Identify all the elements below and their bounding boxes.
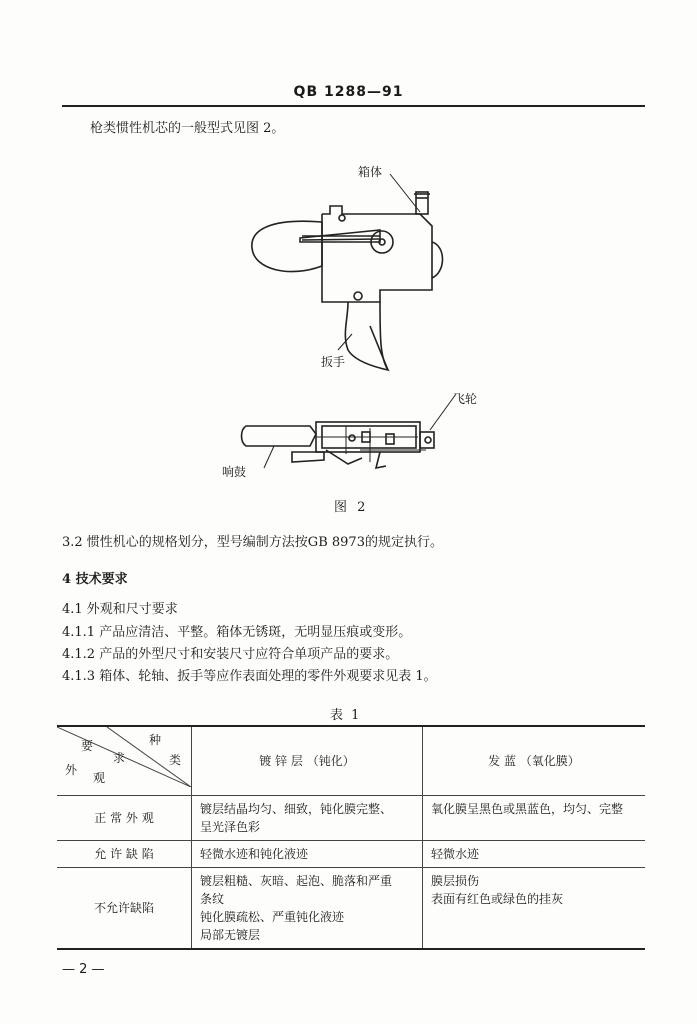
row-name: 正 常 外 观: [57, 796, 192, 841]
row-name: 不允许缺陷: [57, 868, 192, 950]
cell-line: 轻微水迹和钝化液迹: [200, 847, 309, 861]
label-sounder: 响鼓: [222, 465, 247, 479]
corner-look2: 观: [93, 771, 106, 785]
cell-line: 轻微水迹: [431, 847, 480, 861]
blue-cell: [423, 868, 646, 950]
corner-kind: 种: [149, 733, 162, 747]
standard-code-header: QB 1288—91: [293, 84, 404, 100]
label-lever: 扳手: [321, 355, 346, 369]
cell-line: 镀层粗糙、灰暗、起泡、脆落和严重: [200, 874, 393, 888]
left-cap: [252, 221, 322, 271]
row-name: 允 许 缺 陷: [57, 841, 192, 868]
trigger-lever: [345, 302, 388, 370]
zinc-cell: [192, 868, 423, 950]
section-4-1: 4.1 外观和尺寸要求: [62, 602, 178, 617]
cell-line: 局部无镀层: [200, 928, 261, 942]
intro-text: 枪类惯性机芯的一般型式见图 2。: [90, 121, 285, 136]
cell-line: 镀层结晶均匀、细致，钝化膜完整、: [200, 802, 393, 816]
side-view-cap: [242, 426, 317, 446]
table-header-row: [57, 726, 645, 796]
section-3-2: 3.2 惯性机心的规格划分，型号编制方法按GB 8973的规定执行。: [62, 535, 443, 550]
cell-line: 钝化膜疏松、严重钝化液迹: [200, 910, 345, 924]
zinc-cell: [192, 841, 423, 868]
col-zinc-header: 镀 锌 层 （钝化）: [192, 726, 423, 796]
figure-caption: 图 2: [334, 500, 369, 515]
corner-cell: [57, 726, 192, 796]
blue-cell: [423, 841, 646, 868]
cell-line: 条纹: [200, 892, 225, 906]
corner-look: 外: [65, 763, 78, 777]
table-row: [57, 841, 645, 868]
corner-class: 类: [169, 753, 182, 767]
corner-req2: 求: [113, 751, 126, 765]
label-box: 箱体: [358, 165, 383, 179]
table-1: [57, 725, 645, 950]
section-4-heading: 4 技术要求: [62, 572, 128, 587]
cell-line: 呈光泽色彩: [200, 820, 261, 834]
section-4-1-3: 4.1.3 箱体、轮轴、扳手等应作表面处理的零件外观要求见表 1。: [62, 669, 437, 684]
cell-line: 膜层损伤: [431, 874, 480, 888]
right-cap: [432, 242, 443, 278]
label-flywheel: 飞轮: [453, 392, 478, 406]
table-title: 表 1: [330, 708, 362, 723]
cell-line: 氧化膜呈黑色或黑蓝色，均匀、完整: [431, 802, 624, 816]
col-blue-header: 发 蓝 （氧化膜）: [423, 726, 646, 796]
shaft: [416, 192, 428, 214]
cell-line: 表面有红色或绿色的挂灰: [431, 892, 564, 906]
page-number: — 2 —: [62, 962, 105, 977]
zinc-cell: [192, 796, 423, 841]
figure-2-drawing: [230, 150, 480, 490]
corner-req: 要: [81, 739, 94, 753]
table-row: [57, 796, 645, 841]
blue-cell: [423, 796, 646, 841]
box-body: [322, 206, 432, 302]
section-4-1-1: 4.1.1 产品应清洁、平整。箱体无锈斑，无明显压痕或变形。: [62, 625, 412, 640]
header-rule: [62, 105, 645, 107]
section-4-1-2: 4.1.2 产品的外型尺寸和安装尺寸应符合单项产品的要求。: [62, 647, 399, 662]
table-row: [57, 868, 645, 950]
